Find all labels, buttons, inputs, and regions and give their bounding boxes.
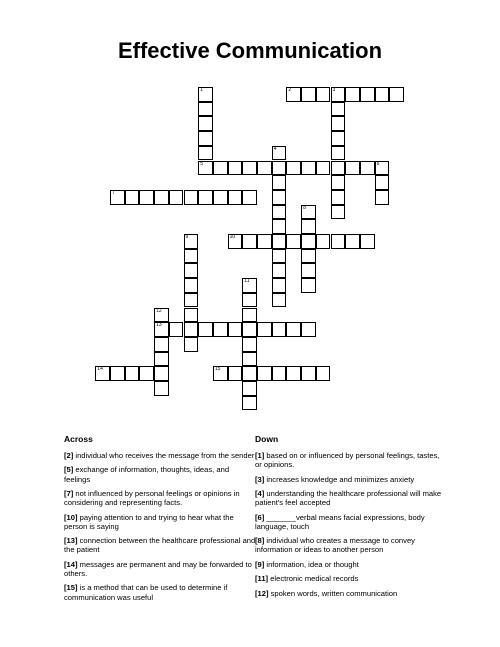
grid-cell[interactable]	[331, 146, 346, 161]
grid-cell[interactable]	[331, 87, 346, 102]
grid-cell[interactable]	[198, 131, 213, 146]
grid-cell[interactable]	[301, 205, 316, 220]
across-heading: Across	[64, 434, 93, 444]
grid-cell[interactable]	[110, 190, 125, 205]
down-clue	[255, 560, 447, 569]
grid-cell[interactable]	[198, 116, 213, 131]
grid-cell[interactable]	[272, 293, 287, 308]
grid-cell[interactable]	[301, 219, 316, 234]
cell-number: 3	[332, 87, 336, 93]
grid-cell[interactable]	[198, 146, 213, 161]
grid-cell[interactable]	[286, 234, 301, 249]
grid-cell[interactable]	[272, 263, 287, 278]
across-clue	[64, 489, 256, 507]
grid-cell[interactable]	[286, 161, 301, 176]
grid-cell[interactable]	[242, 366, 257, 381]
clue-number: [12]	[255, 588, 269, 598]
across-clue	[64, 560, 256, 578]
cell-number: 11	[244, 278, 250, 285]
grid-cell[interactable]	[154, 322, 169, 337]
grid-cell[interactable]	[301, 161, 316, 176]
grid-cell[interactable]	[257, 322, 272, 337]
grid-cell[interactable]	[272, 249, 287, 264]
grid-cell[interactable]	[257, 161, 272, 176]
clue-number: [11]	[255, 574, 269, 584]
grid-cell[interactable]	[169, 322, 184, 337]
grid-cell[interactable]	[301, 87, 316, 102]
grid-cell[interactable]	[213, 161, 228, 176]
clue-number: [7]	[64, 488, 74, 498]
down-clue	[255, 475, 447, 484]
grid-cell[interactable]	[154, 308, 169, 323]
grid-cell[interactable]	[331, 131, 346, 146]
grid-cell[interactable]	[242, 234, 257, 249]
grid-cell[interactable]	[272, 161, 287, 176]
grid-cell[interactable]	[286, 87, 301, 102]
clue-text: electronic medical records	[268, 574, 359, 584]
grid-cell[interactable]	[242, 352, 257, 367]
cell-number: 9	[185, 234, 189, 240]
down-clue	[255, 574, 447, 583]
cell-number: 12	[156, 307, 162, 314]
clue-text: exchange of information, thoughts, ideas, and feelings	[64, 465, 230, 484]
clue-text: increases knowledge and minimizes anxiety	[264, 474, 415, 484]
grid-cell[interactable]	[331, 234, 346, 249]
grid-cell[interactable]	[154, 190, 169, 205]
grid-cell[interactable]	[184, 249, 199, 264]
grid-cell[interactable]	[95, 366, 110, 381]
grid-cell[interactable]	[228, 322, 243, 337]
grid-cell[interactable]	[389, 87, 404, 102]
grid-cell[interactable]	[198, 190, 213, 205]
grid-cell[interactable]	[242, 337, 257, 352]
clue-number: [4]	[255, 488, 265, 498]
clue-text: _______verbal means facial expressions, body language, touch	[255, 512, 425, 531]
grid-cell[interactable]	[345, 161, 360, 176]
grid-cell[interactable]	[242, 396, 257, 411]
down-clue	[255, 536, 447, 554]
grid-cell[interactable]	[301, 366, 316, 381]
grid-cell[interactable]	[228, 161, 243, 176]
grid-cell[interactable]	[301, 278, 316, 293]
across-clue	[64, 536, 256, 554]
grid-cell[interactable]	[125, 366, 140, 381]
grid-cell[interactable]	[272, 322, 287, 337]
across-clue-list	[64, 451, 256, 607]
cell-number: 2	[288, 87, 292, 93]
clue-text: information, idea or thought	[264, 559, 359, 569]
clue-number: [9]	[255, 559, 265, 569]
grid-cell[interactable]	[184, 234, 199, 249]
grid-cell[interactable]	[375, 161, 390, 176]
grid-cell[interactable]	[272, 190, 287, 205]
clue-text: understanding the healthcare professional will make patient's feel accepted	[255, 488, 442, 508]
clue-number: [2]	[64, 451, 74, 460]
clue-text: individual who creates a message to convey information or ideas to another person	[255, 536, 415, 555]
grid-cell[interactable]	[213, 322, 228, 337]
cell-number: 7	[112, 189, 115, 196]
grid-cell[interactable]	[125, 190, 140, 205]
grid-cell[interactable]	[213, 366, 228, 381]
grid-cell[interactable]	[331, 102, 346, 117]
grid-cell[interactable]	[228, 366, 243, 381]
grid-cell[interactable]	[286, 366, 301, 381]
grid-cell[interactable]	[316, 161, 331, 176]
grid-cell[interactable]	[198, 102, 213, 117]
grid-cell[interactable]	[242, 381, 257, 396]
clue-text: paying attention to and trying to hear what the person is saying	[64, 512, 234, 531]
grid-cell[interactable]	[154, 381, 169, 396]
grid-cell[interactable]	[184, 337, 199, 352]
grid-cell[interactable]	[184, 293, 199, 308]
clue-text: connection between the healthcare professional and the patient	[64, 536, 256, 555]
grid-cell[interactable]	[184, 322, 199, 337]
grid-cell[interactable]	[154, 366, 169, 381]
down-clue-list	[255, 451, 447, 603]
clue-number: [1]	[255, 451, 265, 460]
across-clue	[64, 465, 256, 483]
grid-cell[interactable]	[257, 366, 272, 381]
clue-number: [8]	[255, 536, 265, 546]
cell-number: 14	[97, 366, 103, 373]
grid-cell[interactable]	[184, 263, 199, 278]
grid-cell[interactable]	[242, 322, 257, 337]
clue-text: based on or influenced by personal feelings, tastes, or opinions.	[255, 451, 440, 470]
grid-cell[interactable]	[301, 249, 316, 264]
grid-cell[interactable]	[331, 116, 346, 131]
grid-cell[interactable]	[272, 175, 287, 190]
clue-text: messages are permanent and may be forwarded to others.	[64, 559, 252, 578]
clue-text: spoken words, written communication	[268, 588, 398, 598]
clue-number: [10]	[64, 512, 78, 522]
clue-number: [6]	[255, 512, 265, 522]
clue-number: [5]	[64, 465, 74, 475]
grid-cell[interactable]	[184, 308, 199, 323]
grid-cell[interactable]	[228, 190, 243, 205]
grid-cell[interactable]	[360, 161, 375, 176]
grid-cell[interactable]	[139, 366, 154, 381]
grid-cell[interactable]	[154, 337, 169, 352]
down-clue	[255, 451, 447, 469]
grid-cell[interactable]	[331, 175, 346, 190]
grid-cell[interactable]	[331, 205, 346, 220]
grid-cell[interactable]	[272, 205, 287, 220]
clue-text: is a method that can be used to determine if communication was useful	[64, 583, 228, 602]
cell-number: 5	[200, 160, 203, 167]
grid-cell[interactable]	[301, 322, 316, 337]
cell-number: 10	[229, 234, 236, 240]
clue-text: individual who receives the message from the sender	[73, 451, 255, 460]
cell-number: 15	[214, 366, 221, 373]
cell-number: 8	[303, 204, 306, 211]
grid-cell[interactable]	[110, 366, 125, 381]
grid-cell[interactable]	[242, 278, 257, 293]
grid-cell[interactable]	[360, 234, 375, 249]
grid-cell[interactable]	[184, 190, 199, 205]
grid-cell[interactable]	[301, 263, 316, 278]
grid-cell[interactable]	[272, 219, 287, 234]
across-clue	[64, 451, 256, 460]
clue-number: [3]	[255, 474, 265, 484]
grid-cell[interactable]	[257, 234, 272, 249]
clue-number: [13]	[64, 536, 78, 546]
grid-cell[interactable]	[375, 175, 390, 190]
grid-cell[interactable]	[272, 366, 287, 381]
grid-cell[interactable]	[345, 234, 360, 249]
grid-cell[interactable]	[198, 161, 213, 176]
grid-cell[interactable]	[198, 322, 213, 337]
grid-cell[interactable]	[272, 146, 287, 161]
grid-cell[interactable]	[375, 87, 390, 102]
cell-number: 1	[200, 87, 203, 93]
grid-cell[interactable]	[154, 352, 169, 367]
across-clue	[64, 583, 256, 601]
grid-cell[interactable]	[375, 190, 390, 205]
grid-cell[interactable]	[316, 87, 331, 102]
grid-cell[interactable]	[213, 190, 228, 205]
grid-cell[interactable]	[272, 278, 287, 293]
grid-cell[interactable]	[242, 190, 257, 205]
grid-cell[interactable]	[272, 234, 287, 249]
grid-cell[interactable]	[242, 161, 257, 176]
down-clue	[255, 489, 447, 507]
grid-cell[interactable]	[331, 161, 346, 176]
across-clue	[64, 513, 256, 531]
grid-cell[interactable]	[228, 234, 243, 249]
clue-text: not influenced by personal feelings or opinions in considering and representing facts.	[64, 488, 240, 508]
grid-cell[interactable]	[360, 87, 375, 102]
down-clue	[255, 589, 447, 598]
grid-cell[interactable]	[286, 322, 301, 337]
grid-cell[interactable]	[184, 278, 199, 293]
cell-number: 4	[273, 145, 277, 152]
grid-cell[interactable]	[345, 87, 360, 102]
grid-cell[interactable]	[242, 308, 257, 323]
grid-cell[interactable]	[316, 234, 331, 249]
cell-number: 13	[156, 322, 162, 329]
down-heading: Down	[255, 434, 279, 444]
grid-cell[interactable]	[242, 293, 257, 308]
clue-number: [14]	[64, 559, 78, 569]
down-clue	[255, 513, 447, 531]
grid-cell[interactable]	[169, 190, 184, 205]
grid-cell[interactable]	[331, 190, 346, 205]
grid-cell[interactable]	[198, 87, 213, 102]
grid-cell[interactable]	[139, 190, 154, 205]
grid-cell[interactable]	[316, 366, 331, 381]
puzzle-title: Effective Communication	[117, 38, 383, 63]
clue-number: [15]	[64, 583, 78, 593]
grid-cell[interactable]	[301, 234, 316, 249]
cell-number: 6	[376, 160, 380, 167]
